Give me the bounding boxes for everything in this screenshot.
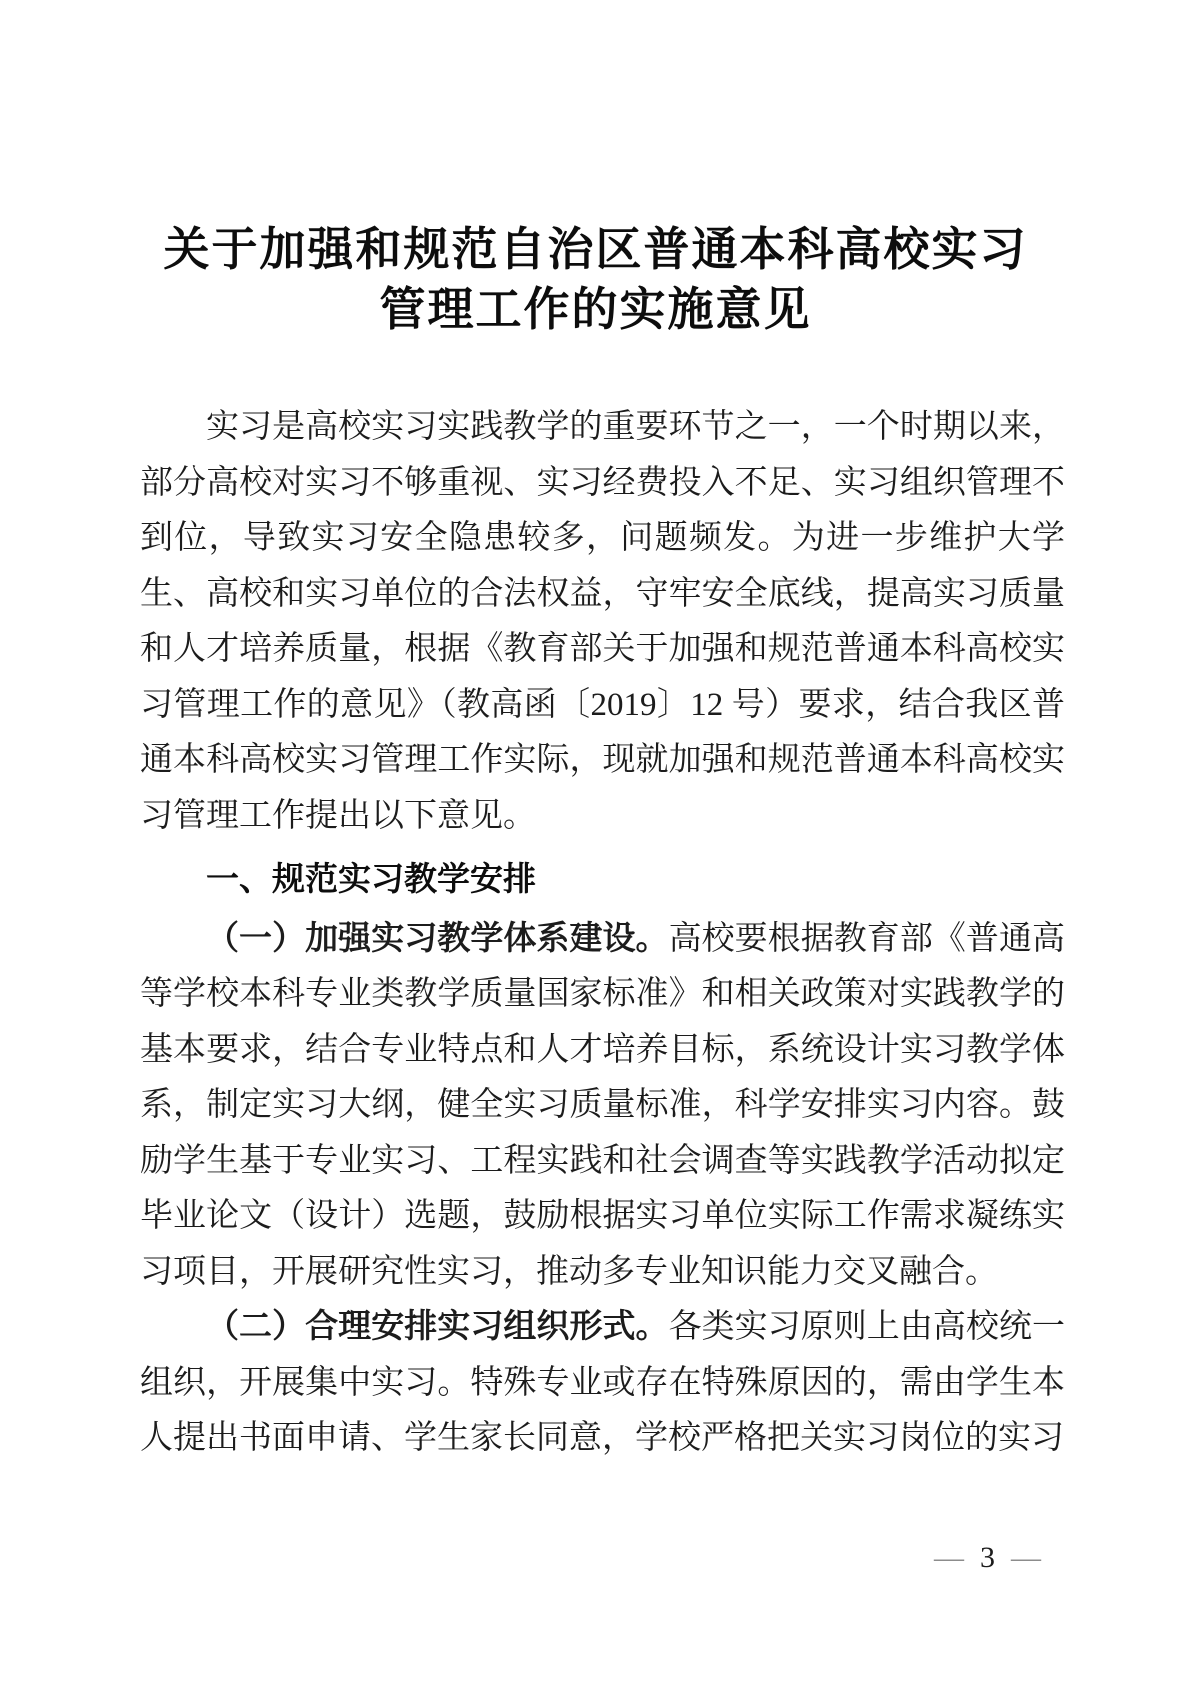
section-1-item-1-text: 高校要根据教育部《普通高等学校本科专业类教学质量国家标准》和相关政策对实践教学的基本要求，结合专业特点和人才培养目标，系统设计实习教学体系，制定实习大纲，健全实习质量标准，科学安排实习内容。鼓励学生基于专业实习、工程实践和社会调查等实践教学活动拟定毕业论文（设计）选题，鼓励根据实习单位实际工作需求凝练实习项目，开展研究性实习，推动多专业知识能力交叉融合。 bbox=[140, 920, 1066, 1290]
page-number-footer bbox=[934, 1540, 1041, 1576]
section-1-item-1-lead: （一）加强实习教学体系建设。 bbox=[206, 920, 669, 957]
document-title bbox=[133, 220, 1058, 340]
document-body bbox=[140, 400, 1065, 1467]
footer-left-dash: — bbox=[934, 1541, 964, 1574]
section-1-item-1-paragraph bbox=[140, 912, 1065, 1301]
footer-page-number: 3 bbox=[980, 1541, 995, 1574]
intro-paragraph: 实习是高校实习实践教学的重要环节之一，一个时期以来，部分高校对实习不够重视、实习经费投入不足、实习组织管理不到位，导致实习安全隐患较多，问题频发。为进一步维护大学生、高校和实习单位的合法权益，守牢安全底线，提高实习质量和人才培养质量，根据《教育部关于加强和规范普通本科高校实习管理工作的意见》（教高函〔2019〕12 号）要求，结合我区普通本科高校实习管理工作实际，现就加强和规范普通本科高校实习管理工作提出以下意见。 bbox=[140, 409, 1065, 834]
document-title-line-2: 管理工作的实施意见 bbox=[379, 284, 812, 335]
section-1-item-2-lead: （二）合理安排实习组织形式。 bbox=[206, 1309, 669, 1345]
section-1-item-2-paragraph bbox=[140, 1300, 1065, 1467]
section-1-heading: 一、规范实习教学安排 bbox=[206, 860, 536, 897]
section-1-item-2-text: 各类实习原则上由高校统一组织，开展集中实习。特殊专业或存在特殊原因的，需由学生本人提出书面申请、学生家长同意，学校严格把关实习岗位的实习 bbox=[140, 1309, 1066, 1456]
document-title-line-1: 关于加强和规范自治区普通本科高校实习 bbox=[163, 224, 1028, 275]
footer-right-dash: — bbox=[1011, 1541, 1041, 1574]
